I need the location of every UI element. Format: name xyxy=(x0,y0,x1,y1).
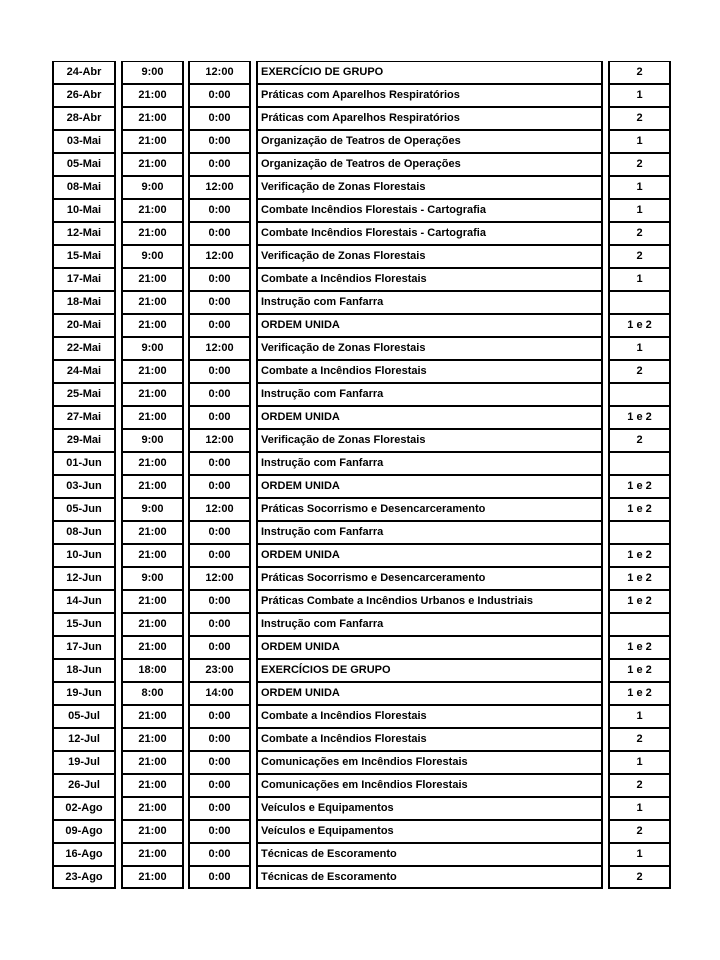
end-time-cell: 0:00 xyxy=(188,84,251,107)
activity-cell: Verificação de Zonas Florestais xyxy=(256,429,603,452)
start-time-cell: 9:00 xyxy=(121,567,184,590)
end-time-cell: 0:00 xyxy=(188,268,251,291)
schedule-table xyxy=(52,61,671,889)
group-cell: 1 xyxy=(608,843,671,866)
end-time-cell: 12:00 xyxy=(188,498,251,521)
activity-cell: Combate a Incêndios Florestais xyxy=(256,268,603,291)
table-row xyxy=(52,429,671,452)
date-cell: 27-Mai xyxy=(52,406,116,429)
activity-cell: Instrução com Fanfarra xyxy=(256,452,603,475)
activity-cell: Combate a Incêndios Florestais xyxy=(256,705,603,728)
end-time-cell: 0:00 xyxy=(188,383,251,406)
activity-cell: Práticas com Aparelhos Respiratórios xyxy=(256,107,603,130)
group-cell: 1 e 2 xyxy=(608,314,671,337)
end-time-cell: 12:00 xyxy=(188,61,251,84)
group-cell: 1 xyxy=(608,268,671,291)
table-row xyxy=(52,291,671,314)
date-cell: 12-Jun xyxy=(52,567,116,590)
end-time-cell: 0:00 xyxy=(188,452,251,475)
start-time-cell: 21:00 xyxy=(121,107,184,130)
date-cell: 17-Mai xyxy=(52,268,116,291)
group-cell xyxy=(608,452,671,475)
activity-cell: Veículos e Equipamentos xyxy=(256,820,603,843)
activity-cell: Combate Incêndios Florestais - Cartografia xyxy=(256,222,603,245)
table-row xyxy=(52,314,671,337)
start-time-cell: 21:00 xyxy=(121,820,184,843)
date-cell: 24-Abr xyxy=(52,61,116,84)
date-cell: 17-Jun xyxy=(52,636,116,659)
table-row xyxy=(52,544,671,567)
group-cell: 1 xyxy=(608,199,671,222)
start-time-cell: 21:00 xyxy=(121,544,184,567)
table-row xyxy=(52,406,671,429)
activity-cell: Técnicas de Escoramento xyxy=(256,843,603,866)
start-time-cell: 21:00 xyxy=(121,291,184,314)
start-time-cell: 21:00 xyxy=(121,199,184,222)
table-row xyxy=(52,567,671,590)
date-cell: 02-Ago xyxy=(52,797,116,820)
group-cell: 2 xyxy=(608,866,671,889)
date-cell: 18-Mai xyxy=(52,291,116,314)
table-row xyxy=(52,498,671,521)
date-cell: 03-Mai xyxy=(52,130,116,153)
group-cell: 2 xyxy=(608,774,671,797)
table-row xyxy=(52,797,671,820)
table-row xyxy=(52,199,671,222)
start-time-cell: 21:00 xyxy=(121,84,184,107)
end-time-cell: 0:00 xyxy=(188,843,251,866)
table-row xyxy=(52,521,671,544)
end-time-cell: 0:00 xyxy=(188,475,251,498)
start-time-cell: 21:00 xyxy=(121,843,184,866)
activity-cell: EXERCÍCIO DE GRUPO xyxy=(256,61,603,84)
date-cell: 15-Mai xyxy=(52,245,116,268)
date-cell: 12-Mai xyxy=(52,222,116,245)
end-time-cell: 0:00 xyxy=(188,199,251,222)
date-cell: 19-Jun xyxy=(52,682,116,705)
date-cell: 19-Jul xyxy=(52,751,116,774)
start-time-cell: 21:00 xyxy=(121,613,184,636)
table-row xyxy=(52,245,671,268)
group-cell: 1 xyxy=(608,797,671,820)
date-cell: 05-Mai xyxy=(52,153,116,176)
start-time-cell: 21:00 xyxy=(121,314,184,337)
start-time-cell: 21:00 xyxy=(121,590,184,613)
end-time-cell: 12:00 xyxy=(188,337,251,360)
date-cell: 08-Mai xyxy=(52,176,116,199)
start-time-cell: 9:00 xyxy=(121,429,184,452)
activity-cell: Comunicações em Incêndios Florestais xyxy=(256,774,603,797)
start-time-cell: 9:00 xyxy=(121,61,184,84)
end-time-cell: 0:00 xyxy=(188,107,251,130)
date-cell: 20-Mai xyxy=(52,314,116,337)
date-cell: 26-Abr xyxy=(52,84,116,107)
table-row xyxy=(52,866,671,889)
end-time-cell: 0:00 xyxy=(188,314,251,337)
activity-cell: ORDEM UNIDA xyxy=(256,314,603,337)
group-cell: 1 xyxy=(608,176,671,199)
table-row xyxy=(52,383,671,406)
activity-cell: Instrução com Fanfarra xyxy=(256,291,603,314)
activity-cell: Organização de Teatros de Operações xyxy=(256,130,603,153)
group-cell: 1 e 2 xyxy=(608,590,671,613)
end-time-cell: 23:00 xyxy=(188,659,251,682)
group-cell: 1 e 2 xyxy=(608,567,671,590)
start-time-cell: 21:00 xyxy=(121,452,184,475)
start-time-cell: 21:00 xyxy=(121,475,184,498)
activity-cell: ORDEM UNIDA xyxy=(256,682,603,705)
group-cell: 1 e 2 xyxy=(608,682,671,705)
table-row xyxy=(52,728,671,751)
date-cell: 23-Ago xyxy=(52,866,116,889)
activity-cell: Comunicações em Incêndios Florestais xyxy=(256,751,603,774)
activity-cell: Verificação de Zonas Florestais xyxy=(256,245,603,268)
group-cell: 2 xyxy=(608,360,671,383)
table-row xyxy=(52,590,671,613)
group-cell: 2 xyxy=(608,728,671,751)
group-cell: 1 e 2 xyxy=(608,498,671,521)
group-cell: 1 xyxy=(608,84,671,107)
end-time-cell: 14:00 xyxy=(188,682,251,705)
end-time-cell: 0:00 xyxy=(188,797,251,820)
table-row xyxy=(52,705,671,728)
date-cell: 09-Ago xyxy=(52,820,116,843)
date-cell: 05-Jul xyxy=(52,705,116,728)
end-time-cell: 0:00 xyxy=(188,406,251,429)
start-time-cell: 21:00 xyxy=(121,797,184,820)
table-row xyxy=(52,774,671,797)
start-time-cell: 21:00 xyxy=(121,383,184,406)
start-time-cell: 9:00 xyxy=(121,498,184,521)
date-cell: 01-Jun xyxy=(52,452,116,475)
activity-cell: ORDEM UNIDA xyxy=(256,636,603,659)
end-time-cell: 0:00 xyxy=(188,153,251,176)
table-row xyxy=(52,475,671,498)
start-time-cell: 21:00 xyxy=(121,222,184,245)
activity-cell: Combate a Incêndios Florestais xyxy=(256,360,603,383)
start-time-cell: 21:00 xyxy=(121,774,184,797)
table-row xyxy=(52,820,671,843)
group-cell: 1 e 2 xyxy=(608,636,671,659)
group-cell: 2 xyxy=(608,107,671,130)
table-row xyxy=(52,268,671,291)
end-time-cell: 0:00 xyxy=(188,222,251,245)
activity-cell: Combate Incêndios Florestais - Cartografia xyxy=(256,199,603,222)
date-cell: 10-Jun xyxy=(52,544,116,567)
end-time-cell: 12:00 xyxy=(188,176,251,199)
start-time-cell: 21:00 xyxy=(121,153,184,176)
activity-cell: Combate a Incêndios Florestais xyxy=(256,728,603,751)
start-time-cell: 21:00 xyxy=(121,866,184,889)
group-cell: 1 e 2 xyxy=(608,475,671,498)
activity-cell: Práticas com Aparelhos Respiratórios xyxy=(256,84,603,107)
activity-cell: Práticas Socorrismo e Desencarceramento xyxy=(256,498,603,521)
group-cell: 1 e 2 xyxy=(608,659,671,682)
activity-cell: Técnicas de Escoramento xyxy=(256,866,603,889)
table-row xyxy=(52,452,671,475)
activity-cell: Veículos e Equipamentos xyxy=(256,797,603,820)
table-row xyxy=(52,130,671,153)
end-time-cell: 0:00 xyxy=(188,774,251,797)
group-cell xyxy=(608,291,671,314)
group-cell: 2 xyxy=(608,429,671,452)
end-time-cell: 0:00 xyxy=(188,130,251,153)
group-cell: 1 xyxy=(608,337,671,360)
date-cell: 15-Jun xyxy=(52,613,116,636)
group-cell: 2 xyxy=(608,222,671,245)
end-time-cell: 0:00 xyxy=(188,820,251,843)
start-time-cell: 21:00 xyxy=(121,360,184,383)
date-cell: 05-Jun xyxy=(52,498,116,521)
group-cell: 1 e 2 xyxy=(608,406,671,429)
activity-cell: Instrução com Fanfarra xyxy=(256,383,603,406)
activity-cell: Organização de Teatros de Operações xyxy=(256,153,603,176)
group-cell xyxy=(608,613,671,636)
group-cell: 2 xyxy=(608,245,671,268)
end-time-cell: 0:00 xyxy=(188,360,251,383)
table-row xyxy=(52,843,671,866)
date-cell: 29-Mai xyxy=(52,429,116,452)
end-time-cell: 0:00 xyxy=(188,590,251,613)
activity-cell: Práticas Combate a Incêndios Urbanos e Industriais xyxy=(256,590,603,613)
date-cell: 03-Jun xyxy=(52,475,116,498)
start-time-cell: 21:00 xyxy=(121,130,184,153)
activity-cell: ORDEM UNIDA xyxy=(256,544,603,567)
table-row xyxy=(52,636,671,659)
start-time-cell: 21:00 xyxy=(121,521,184,544)
end-time-cell: 0:00 xyxy=(188,544,251,567)
group-cell: 1 e 2 xyxy=(608,544,671,567)
date-cell: 28-Abr xyxy=(52,107,116,130)
date-cell: 10-Mai xyxy=(52,199,116,222)
date-cell: 22-Mai xyxy=(52,337,116,360)
table-row xyxy=(52,613,671,636)
table-row xyxy=(52,337,671,360)
date-cell: 18-Jun xyxy=(52,659,116,682)
activity-cell: Instrução com Fanfarra xyxy=(256,613,603,636)
table-row xyxy=(52,176,671,199)
start-time-cell: 21:00 xyxy=(121,406,184,429)
end-time-cell: 0:00 xyxy=(188,636,251,659)
end-time-cell: 12:00 xyxy=(188,245,251,268)
end-time-cell: 0:00 xyxy=(188,521,251,544)
group-cell: 2 xyxy=(608,61,671,84)
date-cell: 12-Jul xyxy=(52,728,116,751)
table-row xyxy=(52,682,671,705)
end-time-cell: 0:00 xyxy=(188,613,251,636)
table-row xyxy=(52,360,671,383)
group-cell xyxy=(608,521,671,544)
start-time-cell: 21:00 xyxy=(121,705,184,728)
start-time-cell: 21:00 xyxy=(121,728,184,751)
end-time-cell: 0:00 xyxy=(188,728,251,751)
date-cell: 16-Ago xyxy=(52,843,116,866)
table-row xyxy=(52,659,671,682)
activity-cell: EXERCÍCIOS DE GRUPO xyxy=(256,659,603,682)
end-time-cell: 0:00 xyxy=(188,751,251,774)
end-time-cell: 0:00 xyxy=(188,705,251,728)
group-cell: 1 xyxy=(608,751,671,774)
group-cell: 1 xyxy=(608,705,671,728)
table-row xyxy=(52,222,671,245)
activity-cell: ORDEM UNIDA xyxy=(256,406,603,429)
end-time-cell: 0:00 xyxy=(188,866,251,889)
date-cell: 08-Jun xyxy=(52,521,116,544)
activity-cell: Verificação de Zonas Florestais xyxy=(256,337,603,360)
start-time-cell: 18:00 xyxy=(121,659,184,682)
group-cell xyxy=(608,383,671,406)
table-row xyxy=(52,107,671,130)
activity-cell: Verificação de Zonas Florestais xyxy=(256,176,603,199)
date-cell: 24-Mai xyxy=(52,360,116,383)
table-row xyxy=(52,153,671,176)
date-cell: 25-Mai xyxy=(52,383,116,406)
table-row xyxy=(52,84,671,107)
group-cell: 2 xyxy=(608,153,671,176)
start-time-cell: 21:00 xyxy=(121,636,184,659)
table-row xyxy=(52,61,671,84)
start-time-cell: 21:00 xyxy=(121,268,184,291)
end-time-cell: 0:00 xyxy=(188,291,251,314)
group-cell: 2 xyxy=(608,820,671,843)
start-time-cell: 9:00 xyxy=(121,337,184,360)
table-row xyxy=(52,751,671,774)
date-cell: 14-Jun xyxy=(52,590,116,613)
end-time-cell: 12:00 xyxy=(188,567,251,590)
start-time-cell: 9:00 xyxy=(121,245,184,268)
activity-cell: Instrução com Fanfarra xyxy=(256,521,603,544)
start-time-cell: 8:00 xyxy=(121,682,184,705)
activity-cell: Práticas Socorrismo e Desencarceramento xyxy=(256,567,603,590)
group-cell: 1 xyxy=(608,130,671,153)
activity-cell: ORDEM UNIDA xyxy=(256,475,603,498)
end-time-cell: 12:00 xyxy=(188,429,251,452)
start-time-cell: 9:00 xyxy=(121,176,184,199)
date-cell: 26-Jul xyxy=(52,774,116,797)
start-time-cell: 21:00 xyxy=(121,751,184,774)
